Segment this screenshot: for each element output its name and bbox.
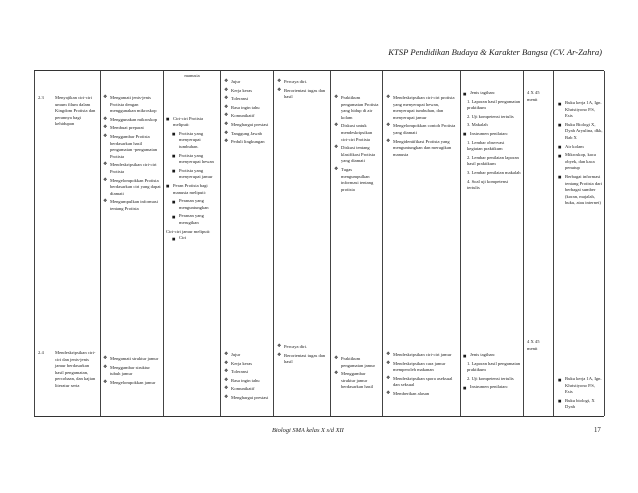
col-border <box>220 71 221 416</box>
list-item: ■ Berbagai informasi tentang Protista dari berbagai sumber (koran, majalah, buku, atau internet) <box>558 174 603 207</box>
row1-kegiatan <box>103 95 161 215</box>
list-item: ❖ Jujur <box>224 352 272 359</box>
list-item: ❖ Percaya diri. <box>277 344 329 351</box>
row2-no: 2.4 <box>38 350 44 355</box>
list-item: ❖ Mengelompokkan Protista berdasarkan ciri yang dapat diamati <box>103 178 161 198</box>
list-item: ❖ Menggambar Protista berdasarkan hasil pengamatan -pengamatan Protista <box>103 134 161 160</box>
list-item: ■ Peranan yang merugikan <box>172 213 218 226</box>
list-item: ❖ Diskusi tentang klasifikasi Protista yang diamati <box>334 145 380 165</box>
list-item: ■ Instrumen penilaian: <box>463 131 521 138</box>
row2-waktu: 4 X 45 menit <box>527 339 540 351</box>
page-header: KTSP Pendidikan Budaya & Karakter Bangsa (CV. Ar-Zahra) <box>388 47 602 57</box>
list-item: ❖ Mendeskripsikan cara jamur memperoleh makanan <box>386 361 458 374</box>
list-item: 2. Lembar penilaian laporan hasil praktikum <box>467 154 519 167</box>
table-bottom-border <box>34 416 604 417</box>
list-item: 4. Soal uji kompetensi tertulis <box>467 178 509 191</box>
list-item: ❖ Jujur <box>224 79 272 86</box>
table-top-border <box>34 70 604 71</box>
list-item: ❖ Rasa ingin tahu <box>224 105 272 112</box>
row2-indikator-b <box>386 352 458 400</box>
list-item: ❖ Praktikum pengamatan jamur <box>334 356 380 369</box>
list-item: ❖ Menggambar struktur jamur berdasarkan hasil <box>334 371 380 391</box>
list-item: ■ Ciri <box>172 235 218 242</box>
row2-kewirausahaan <box>277 344 329 368</box>
list-item: 3. Makalah <box>467 122 488 128</box>
list-item: ❖ Berorientasi tugas dan hasil <box>277 88 329 101</box>
list-item: ■ Peran Protista bagi manusia meliputi: <box>166 183 218 196</box>
row2-indikator-a <box>334 356 380 393</box>
list-item: ❖ Membuat preparat <box>103 125 161 132</box>
list-item: ❖ Menggunakan mikroskop <box>103 117 161 124</box>
row1-kd: Menyajikan ciri-ciri umum filum dalam Kingdom Protista dan perannya bagi kehidupan <box>55 95 96 127</box>
row1-kewirausahaan <box>277 79 329 103</box>
list-item: 2. Uji kompetensi tertulis <box>467 113 514 119</box>
row2-kd: Mendeskripsikan ciri-ciri dan jenis-jenis jamur berdasarkan hasil pengamatan, percobaan, dan kajian literatur serta <box>55 350 96 388</box>
list-item: ■ Mikroskop, kaca obyek, dan kaca penutup <box>558 152 603 172</box>
list-item: ❖ Memberikan alasan <box>386 391 458 398</box>
list-item: ❖ Mendeskripsikan ciri-ciri jamur <box>386 352 458 359</box>
row2-penilaian <box>463 352 521 393</box>
row1-indikator-b <box>386 95 458 160</box>
row1-karakter <box>224 79 272 148</box>
list-item: ❖ Diskusi untuk mendeskripsikan ciri-ciri Protista <box>334 123 380 143</box>
col-border <box>460 71 461 416</box>
list-item: 1. Lembar observasi kegiatan praktikum <box>467 139 505 152</box>
col-border <box>330 71 331 416</box>
col-border <box>163 71 164 416</box>
list-item: ■ Jenis tagihan: <box>463 90 521 97</box>
list-item: ❖ Mengelompokkan jamur <box>103 380 161 387</box>
list-item: 1. Laporan hasil pengamatan praktikum <box>467 360 521 373</box>
list-item: ❖ Mengelompokkan contoh Protista yang diamati <box>386 123 458 136</box>
col-border <box>523 71 524 416</box>
list-item: ■ Air kolam <box>558 144 603 151</box>
list-item: 2. Uji kompetensi tertulis <box>467 375 514 381</box>
list-item: ❖ Mengumpulkan informasi tentang Protista <box>103 199 161 212</box>
row1-penilaian <box>463 90 521 194</box>
list-item: ■ Jenis tagihan: <box>463 352 521 359</box>
list-item: ❖ Kerja keras <box>224 361 272 368</box>
col-border <box>604 71 605 416</box>
row2-sumber <box>558 376 603 413</box>
list-item: ❖ Kerja keras <box>224 88 272 95</box>
list-item: ❖ Tugas mengumpulkan informasi tentang protista <box>334 167 380 193</box>
list-item: ❖ Menghargai prestasi <box>224 395 272 402</box>
list-item: ❖ Mendeskripsikan spora aseksual dan seksual <box>386 376 458 389</box>
list-item: ■ Buku biologi, X Dyah <box>558 398 603 411</box>
row1-sumber <box>558 100 603 209</box>
list-item: ■ Ciri-ciri Protista meliputi: <box>166 116 218 129</box>
list-item: ❖ Rasa ingin tahu <box>224 378 272 385</box>
row1-no: 2.3 <box>38 95 44 100</box>
page-number: 17 <box>594 427 601 434</box>
list-item: ❖ Peduli lingkungan <box>224 139 272 146</box>
list-item: ❖ Tanggung Jawab <box>224 131 272 138</box>
list-item: 1. Laporan hasil pengamatan praktikum <box>467 98 521 111</box>
col-border <box>382 71 383 416</box>
list-item: ❖ Toleransi <box>224 369 272 376</box>
list-item: ■ Protista yang menyerupai jamur <box>172 168 218 181</box>
materi-top: manusia <box>184 73 200 78</box>
list-item: ■ Buku kerja 1A, Ign. Khristiyono P.S, Esis <box>558 376 603 396</box>
row2-kegiatan <box>103 356 161 388</box>
materi-outro: Ciri-ciri jamur meliputi: <box>166 228 211 234</box>
list-item: 3. Lembar penilaian makalah <box>467 169 521 175</box>
list-item: ■ Protista yang menyerupai tumbuhan. <box>172 131 218 151</box>
col-border <box>273 71 274 416</box>
row1-indikator-a <box>334 95 380 195</box>
list-item: ■ Peranan yang menguntungkan <box>172 198 218 211</box>
list-item: ❖ Komunikatif <box>224 113 272 120</box>
page-footer: Biologi SMA kelas X s/d XII <box>272 427 344 434</box>
list-item: ■ Protista yang menyerupai hewan <box>172 153 218 166</box>
list-item: ■ Buku Biologi X, Dyah Aryulina, dkk, Bab X <box>558 122 603 142</box>
list-item: ❖ Komunikatif <box>224 386 272 393</box>
row2-karakter <box>224 352 272 404</box>
list-item: ❖ Praktikum pengamatan Protista yang hidup di air kolam <box>334 95 380 121</box>
row1-materi <box>166 73 218 244</box>
list-item: ❖ Toleransi <box>224 96 272 103</box>
list-item: ❖ Mendeskripsikan ciri-ciri Protista <box>103 162 161 175</box>
list-item: ❖ Mendeskripsikan ciri-ciri protista yang menyerupai hewan, menyerupai tumbuhan, dan menyerupai jamur <box>386 95 458 121</box>
list-item: ❖ Mengamati jenis-jenis Protista dengan menggunakan mikroskop <box>103 95 161 115</box>
col-border <box>100 71 101 416</box>
list-item: ❖ Mengidentifikasi Protista yang menguntungkan dan merugikan manusia <box>386 139 458 159</box>
col-border <box>34 71 35 416</box>
list-item: ■ Buku kerja 1A, Ign. Khristiyono P.S, Esis <box>558 100 603 120</box>
row1-waktu: 4 X 45 menit <box>527 90 540 102</box>
list-item: ❖ Menggambar struktur tubuh jamur <box>103 365 161 378</box>
list-item: ❖ Berorientasi tugas dan hasil <box>277 353 329 366</box>
col-border <box>553 71 554 416</box>
list-item: ❖ Menghargai prestasi <box>224 122 272 129</box>
list-item: ■ Instrumen penilaian: <box>463 384 521 391</box>
list-item: ❖ Percaya diri. <box>277 79 329 86</box>
list-item: ❖ Mengamati struktur jamur <box>103 356 161 363</box>
